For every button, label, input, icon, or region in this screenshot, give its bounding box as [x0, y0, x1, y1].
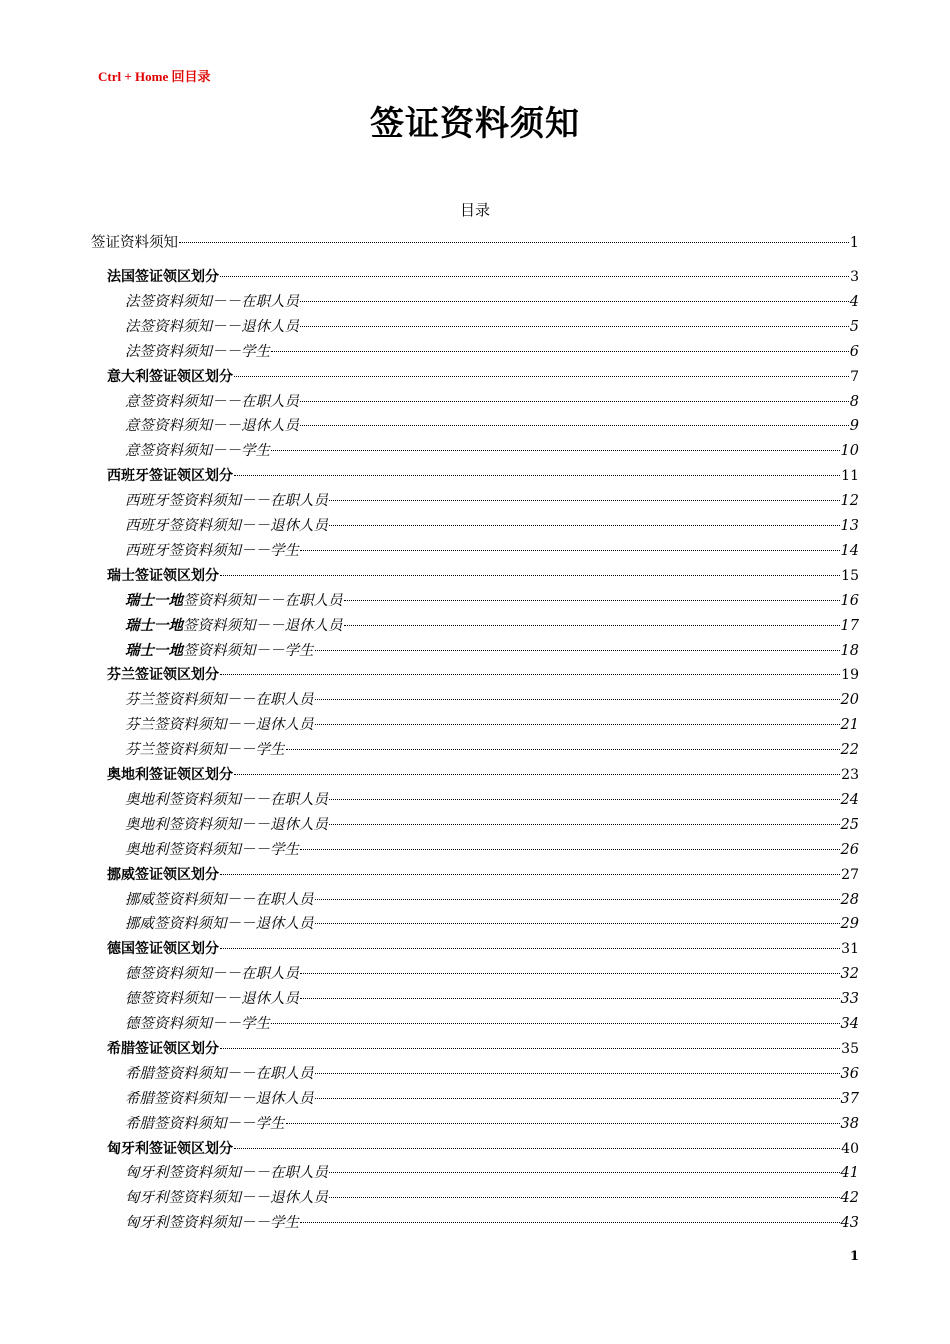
toc-entry-label: [125, 640, 314, 662]
toc-entry[interactable]: [107, 864, 859, 886]
toc-entry-page: 37: [840, 1090, 859, 1107]
toc-dot-leader: [220, 1048, 840, 1049]
toc-entry[interactable]: [125, 913, 859, 935]
toc-entry-page: 14: [840, 542, 859, 559]
toc-entry-page: 21: [840, 717, 859, 734]
toc-entry-label: 匈牙利签资料须知－－退休人员: [125, 1190, 328, 1207]
toc-entry-label: 希腊签资料须知－－退休人员: [125, 1090, 314, 1107]
toc-entry-label-text: 签资料须知－－学生: [183, 642, 314, 659]
toc-entry-page: 27: [841, 866, 859, 883]
toc-entry-label: 奥地利签资料须知－－在职人员: [125, 791, 328, 808]
toc-dot-leader: [234, 1148, 840, 1149]
toc-entry-label: 芬兰签资料须知－－学生: [125, 742, 285, 759]
toc-entry-page: 8: [849, 393, 859, 410]
toc-entry-label: 德签资料须知－－退休人员: [125, 991, 299, 1008]
toc-dot-leader: [286, 1123, 840, 1124]
home-link[interactable]: Ctrl + Home 回目录: [98, 69, 211, 84]
toc-entry-page: 29: [840, 916, 859, 933]
toc-entry-label: 希腊签资料须知－－在职人员: [125, 1065, 314, 1082]
toc-dot-leader: [286, 749, 840, 750]
toc-entry[interactable]: [125, 739, 859, 761]
toc-entry-page: 19: [841, 667, 859, 684]
toc-entry-label: 希腊签资料须知－－学生: [125, 1115, 285, 1132]
toc-dot-leader: [315, 1073, 840, 1074]
toc-entry[interactable]: [125, 988, 859, 1010]
toc-dot-leader: [220, 948, 840, 949]
toc-entry[interactable]: [107, 664, 859, 686]
toc-entry[interactable]: [125, 440, 859, 462]
toc-dot-leader: [220, 276, 849, 277]
toc-entry-page: 25: [840, 816, 859, 833]
toc-entry-page: 9: [849, 418, 859, 435]
toc-entry-page: 33: [840, 991, 859, 1008]
toc-entry-page: 35: [841, 1040, 859, 1057]
toc-entry-label: 奥地利签资料须知－－学生: [125, 841, 299, 858]
toc-dot-leader: [300, 425, 849, 426]
toc-dot-leader: [329, 500, 840, 501]
toc-entry-page: 40: [841, 1140, 859, 1157]
toc-entry-page: 4: [849, 293, 859, 310]
toc-entry-label: 西班牙签资料须知－－退休人员: [125, 518, 328, 534]
toc-entry-label: 挪威签资料须知－－退休人员: [125, 916, 314, 933]
toc-entry[interactable]: [125, 391, 859, 413]
toc-entry[interactable]: [125, 415, 859, 437]
toc-entry-label: 匈牙利签资料须知－－在职人员: [125, 1165, 328, 1182]
toc-dot-leader: [234, 376, 849, 377]
toc-dot-leader: [220, 575, 840, 576]
toc-entry-label: 西班牙签资料须知－－在职人员: [125, 493, 328, 510]
toc-dot-leader: [300, 401, 849, 402]
toc-entry[interactable]: [125, 1212, 859, 1234]
toc-entry-page: 43: [840, 1215, 859, 1232]
toc-entry-label: 瑞士签证领区划分: [107, 567, 219, 584]
toc-entry[interactable]: [125, 1187, 859, 1209]
toc-entry[interactable]: [125, 316, 859, 338]
toc-entry-page: 34: [840, 1016, 859, 1032]
toc-dot-leader: [315, 724, 840, 725]
toc-entry-label: 意签资料须知－－在职人员: [125, 393, 299, 410]
toc-entry-label: 匈牙利签证领区划分: [107, 1140, 233, 1157]
toc-entry-label: 挪威签资料须知－－在职人员: [125, 891, 314, 908]
toc-entry-label: 西班牙签资料须知－－学生: [125, 542, 299, 559]
toc-dot-leader: [234, 475, 840, 476]
toc-entry[interactable]: [125, 689, 859, 711]
toc-entry-label-prefix: 瑞士一地: [125, 617, 183, 634]
toc-entry-page: 13: [840, 518, 859, 534]
toc-dot-leader: [315, 650, 840, 651]
toc-entry-page: 42: [840, 1190, 859, 1207]
toc-entry-page: 5: [849, 318, 859, 335]
toc-entry-label: 意签资料须知－－退休人员: [125, 418, 299, 435]
toc-dot-leader: [300, 301, 849, 302]
toc-entry[interactable]: [107, 565, 859, 587]
toc-entry[interactable]: [125, 490, 859, 512]
toc-entry-page: 10: [840, 443, 859, 460]
toc-entry-label: 法签资料须知－－在职人员: [125, 293, 299, 310]
toc-entry[interactable]: [125, 1013, 859, 1035]
toc-entry[interactable]: [125, 540, 859, 562]
toc-entry[interactable]: [125, 789, 859, 811]
toc-dot-leader: [329, 824, 840, 825]
page-number: 1: [849, 1249, 859, 1264]
toc-entry-page: 1: [849, 235, 859, 251]
toc-entry-label: 意大利签证领区划分: [107, 368, 233, 385]
toc-entry-label: 奥地利签证领区划分: [107, 767, 233, 783]
toc-entry-label: 签证资料须知: [91, 235, 178, 251]
toc-entry[interactable]: [107, 1138, 859, 1160]
toc-entry-label: 芬兰签资料须知－－退休人员: [125, 717, 314, 734]
toc-entry-label-text: 签资料须知－－退休人员: [183, 617, 343, 634]
toc-entry-label: 希腊签证领区划分: [107, 1040, 219, 1057]
toc-dot-leader: [300, 326, 849, 327]
toc-entry[interactable]: [125, 1162, 859, 1184]
toc-entry-page: 32: [840, 966, 859, 983]
toc-dot-leader: [220, 674, 840, 675]
toc-entry-page: 7: [850, 368, 859, 385]
toc-dot-leader: [315, 899, 840, 900]
toc-entry[interactable]: [107, 266, 859, 288]
toc-entry-label: 德签资料须知－－在职人员: [125, 966, 299, 983]
toc-entry-label: 德国签证领区划分: [107, 941, 219, 958]
toc-entry[interactable]: [125, 291, 859, 313]
toc-entry-label: 法签资料须知－－学生: [125, 343, 270, 360]
toc-dot-leader: [300, 973, 840, 974]
document-title: 签证资料须知: [370, 104, 580, 144]
toc-dot-leader: [315, 923, 840, 924]
toc-entry-label-text: 签资料须知－－在职人员: [183, 592, 343, 609]
toc-entry[interactable]: [125, 640, 859, 662]
toc-entry-page: 36: [840, 1065, 859, 1082]
toc-entry-label: 匈牙利签资料须知－－学生: [125, 1215, 299, 1232]
toc-entry[interactable]: [107, 465, 859, 487]
toc-entry[interactable]: [125, 1063, 859, 1085]
toc-entry[interactable]: [107, 1038, 859, 1060]
toc-entry-page: 28: [840, 891, 859, 908]
toc-entry[interactable]: [125, 839, 859, 861]
toc-entry[interactable]: [107, 764, 859, 786]
toc-entry-page: 24: [840, 791, 859, 808]
toc-entry[interactable]: [125, 814, 859, 836]
toc-entry-page: 22: [840, 742, 859, 759]
toc-entry-label: 芬兰签资料须知－－在职人员: [125, 692, 314, 709]
toc-entry-label: 意签资料须知－－学生: [125, 443, 270, 460]
toc-dot-leader: [234, 774, 840, 775]
toc-entry-label: 法签资料须知－－退休人员: [125, 318, 299, 335]
toc-dot-leader: [315, 1098, 840, 1099]
toc-entry-page: 41: [840, 1165, 859, 1182]
toc-entry-page: 20: [840, 692, 859, 709]
toc-entry-label-prefix: 瑞士一地: [125, 592, 183, 609]
toc-entry-page: 12: [840, 493, 859, 510]
toc-entry[interactable]: [107, 938, 859, 960]
toc-entry[interactable]: [125, 341, 859, 363]
toc-dot-leader: [300, 998, 840, 999]
toc-entry-label: [125, 590, 343, 612]
toc-entry-page: 3: [850, 269, 859, 285]
toc-entry-label-prefix: 瑞士一地: [125, 642, 183, 659]
toc-entry-page: 17: [840, 617, 859, 634]
toc-entry[interactable]: [91, 232, 859, 254]
toc-entry-page: 18: [840, 642, 859, 659]
toc-entry[interactable]: [125, 714, 859, 736]
toc-entry[interactable]: [125, 590, 859, 612]
toc-entry[interactable]: [125, 963, 859, 985]
toc-dot-leader: [179, 242, 849, 243]
toc-entry[interactable]: [125, 1113, 859, 1135]
toc-entry-label: 法国签证领区划分: [107, 269, 219, 285]
toc-entry-page: 26: [840, 841, 859, 858]
toc-entry[interactable]: [125, 515, 859, 537]
toc-entry-page: 11: [841, 468, 859, 485]
toc-dot-leader: [300, 849, 840, 850]
toc-entry-label: 芬兰签证领区划分: [107, 667, 219, 684]
toc-entry-label: 德签资料须知－－学生: [125, 1016, 270, 1032]
toc-dot-leader: [271, 351, 849, 352]
toc-entry-page: 15: [841, 567, 859, 584]
toc-dot-leader: [329, 799, 840, 800]
toc-dot-leader: [300, 550, 840, 551]
toc-entry[interactable]: [125, 889, 859, 911]
toc-dot-leader: [271, 450, 840, 451]
toc-entry-page: 31: [841, 941, 859, 958]
toc-entry[interactable]: [107, 366, 859, 388]
toc-entry-label: 奥地利签资料须知－－退休人员: [125, 816, 328, 833]
toc-entry-label: 西班牙签证领区划分: [107, 468, 233, 485]
toc-dot-leader: [344, 625, 840, 626]
toc-entry-page: 6: [849, 343, 859, 360]
toc-dot-leader: [329, 1172, 840, 1173]
toc-dot-leader: [329, 1197, 840, 1198]
toc-dot-leader: [271, 1023, 840, 1024]
toc-dot-leader: [300, 1222, 840, 1223]
toc-entry-page: 38: [840, 1115, 859, 1132]
toc-entry-page: 23: [841, 767, 859, 783]
toc-entry-label: 挪威签证领区划分: [107, 866, 219, 883]
toc-dot-leader: [315, 699, 840, 700]
toc-entry-label: [125, 615, 343, 637]
toc-dot-leader: [329, 525, 840, 526]
toc-entry-page: 16: [840, 592, 859, 609]
toc-dot-leader: [220, 874, 840, 875]
toc-heading: 目录: [459, 201, 490, 219]
toc-entry[interactable]: [125, 1088, 859, 1110]
toc-dot-leader: [344, 600, 840, 601]
toc-entry[interactable]: [125, 615, 859, 637]
